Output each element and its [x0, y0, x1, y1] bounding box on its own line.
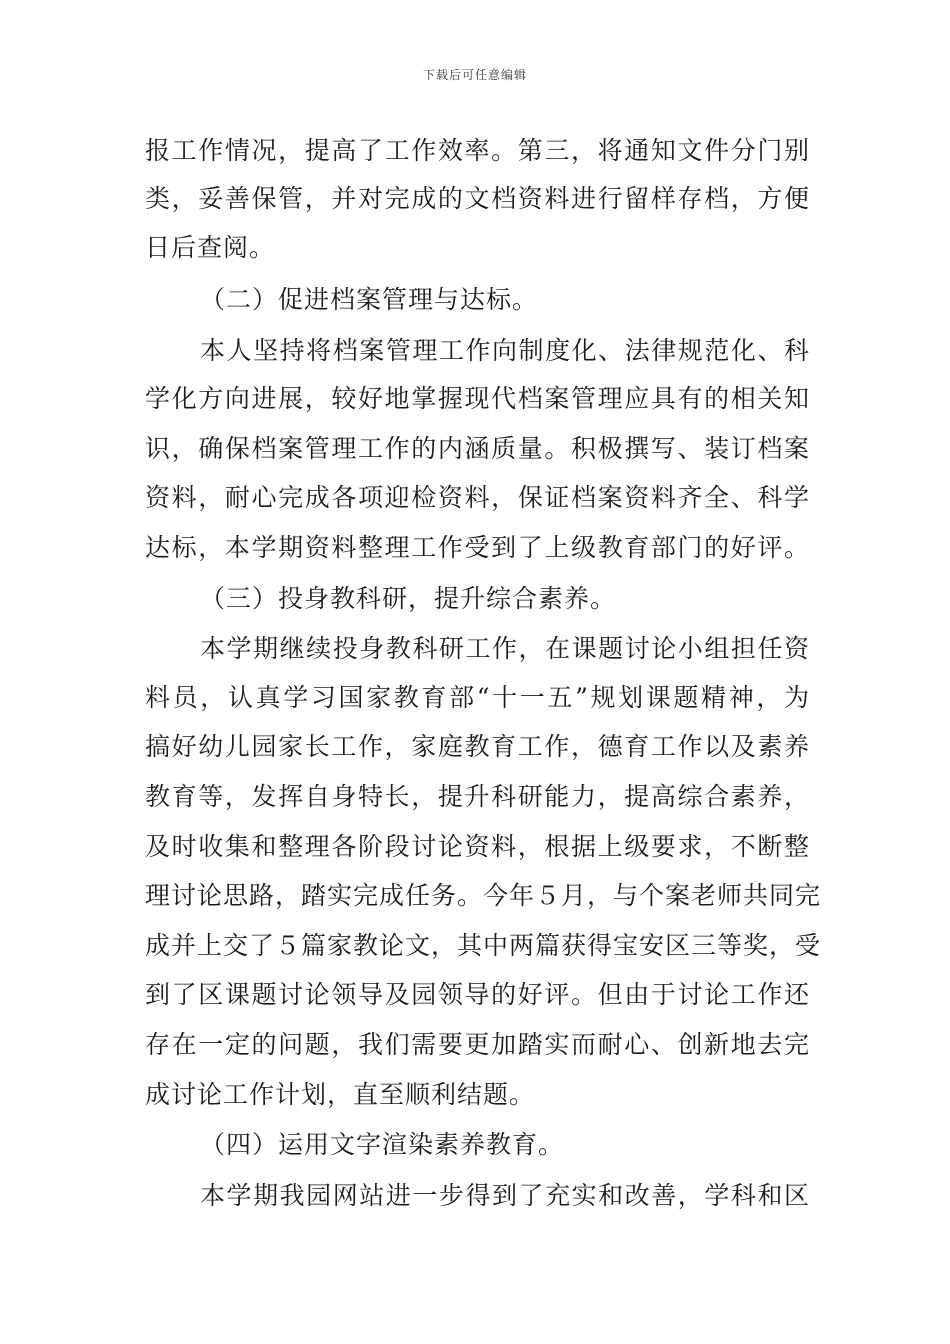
body-line: 搞好幼儿园家长工作，家庭教育工作，德育工作以及素养 — [145, 732, 810, 761]
section-heading: （二）促进档案管理与达标。 — [200, 285, 539, 314]
body-line: 及时收集和整理各阶段讨论资料，根据上级要求，不断整 — [145, 832, 810, 861]
body-line: 存在一定的问题，我们需要更加踏实而耐心、创新地去完 — [145, 1030, 810, 1059]
page-header: 下载后可任意编辑 — [422, 68, 527, 82]
body-line: 到了区课题讨论领导及园领导的好评。但由于讨论工作还 — [145, 980, 810, 1009]
section-heading: （三）投身教科研，提升综合素养。 — [200, 584, 617, 613]
body-line: 理讨论思路，踏实完成任务。今年５月，与个案老师共同完 — [145, 881, 822, 910]
body-line: 达标，本学期资料整理工作受到了上级教育部门的好评。 — [145, 533, 810, 562]
section-heading: （四）运用文字渲染素养教育。 — [200, 1130, 565, 1159]
body-line: 成讨论工作计划，直至顺利结题。 — [145, 1080, 536, 1109]
body-line: 成并上交了５篇家教论文，其中两篇获得宝安区三等奖，受 — [145, 931, 822, 960]
body-line: 学化方向进展，较好地掌握现代档案管理应具有的相关知 — [145, 384, 810, 413]
body-line: 类，妥善保管，并对完成的文档资料进行留样存档，方便 — [145, 184, 810, 213]
body-line: 本学期继续投身教科研工作，在课题讨论小组担任资 — [200, 634, 810, 663]
body-line: 本学期我园网站进一步得到了充实和改善，学科和区 — [200, 1181, 810, 1210]
body-line: 识，确保档案管理工作的内涵质量。积极撰写、装订档案 — [145, 434, 810, 463]
body-line: 料员，认真学习国家教育部“十一五”规划课题精神，为 — [145, 683, 810, 712]
body-line: 报工作情况，提高了工作效率。第三，将通知文件分门别 — [145, 136, 810, 165]
body-line: 日后查阅。 — [145, 233, 276, 262]
body-line: 教育等，发挥自身特长，提升科研能力，提高综合素养， — [145, 782, 810, 811]
body-line: 资料，耐心完成各项迎检资料，保证档案资料齐全、科学 — [145, 483, 810, 512]
body-line: 本人坚持将档案管理工作向制度化、法律规范化、科 — [200, 336, 810, 365]
